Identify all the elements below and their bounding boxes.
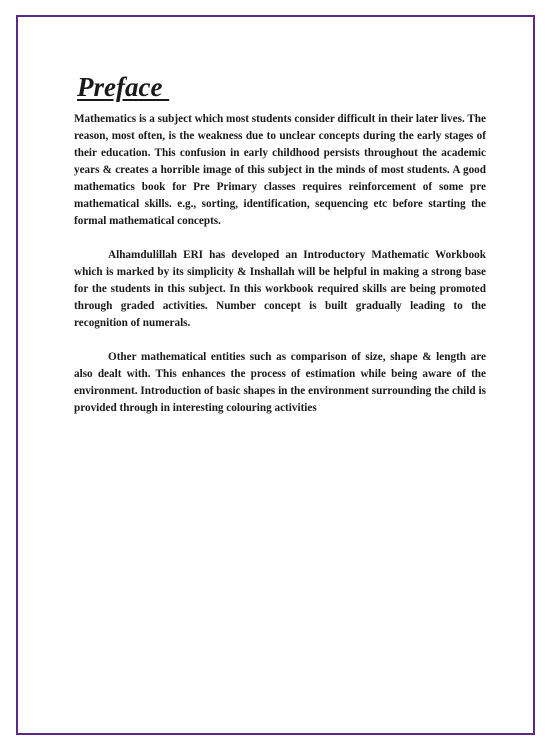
paragraph-workbook: Alhamdulillah ERI has developed an Introductory Mathematic Workbook which is marked by its simplicity & Inshallah will be helpful in making a strong base for the students in this subject. In this workbook required skills are being promoted through graded activities. Number concept is built gradually leading to the recognition of numerals.: [74, 249, 486, 329]
paragraph-spacer: [74, 332, 486, 349]
paragraph-spacer: [74, 230, 486, 247]
paragraph-intro: Mathematics is a subject which most students consider difficult in their later lives. The reason, most often, is the weakness due to unclear concepts during the early stages of their education. This confusion in early childhood persists throughout the academic years & creates a horrible image of this subject in the minds of most students. A good mathematics book for Pre Primary classes requires reinforcement of some pre mathematical skills. e.g., sorting, identification, sequencing etc before starting the formal mathematical concepts.: [74, 113, 486, 227]
document-body: [74, 72, 486, 417]
page-title: Preface: [77, 72, 170, 102]
paragraph-entities: Other mathematical entities such as comparison of size, shape & length are also dealt with. This enhances the process of estimation while being aware of the environment. Introduction of basic shapes in the environment surrounding the child is provided through in interesting colouring activities: [74, 351, 486, 414]
